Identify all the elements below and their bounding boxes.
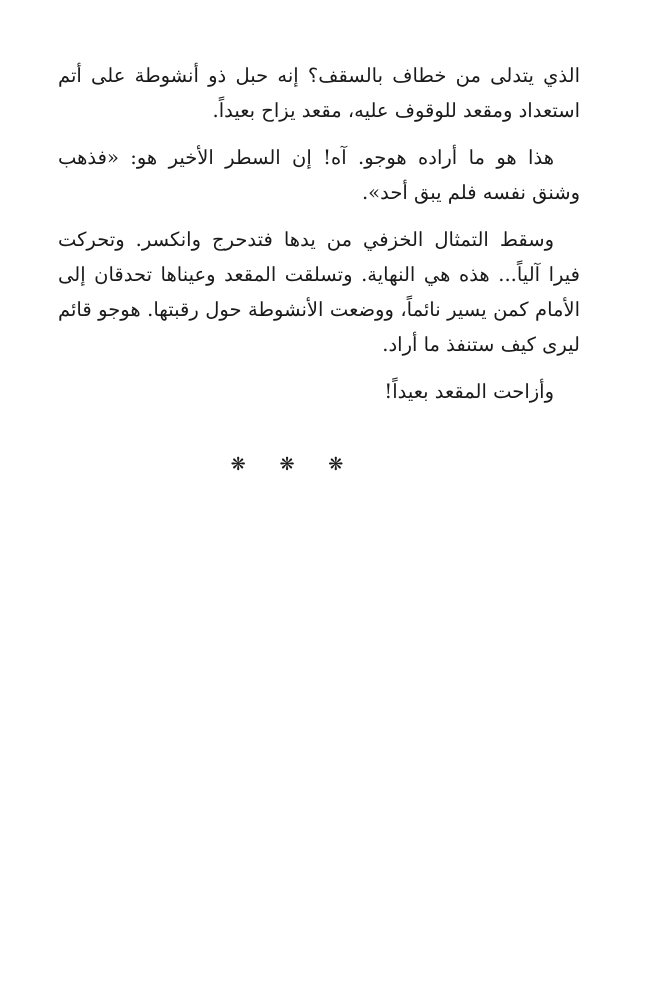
paragraph-1: الذي يتدلى من خطاف بالسقف؟ إنه حبل ذو أنشوطة على أتم استعداد ومقعد للوقوف عليه، مقعد يزاح بعيداً. bbox=[58, 64, 580, 122]
section-break-ornament: ❋ ❋ ❋ bbox=[230, 454, 358, 475]
page-body bbox=[58, 58, 580, 421]
paragraph-2: هذا هو ما أراده هوجو. آه! إن السطر الأخير هو: «فذهب وشنق نفسه فلم يبق أحد». bbox=[58, 146, 580, 204]
paragraph-3: وسقط التمثال الخزفي من يدها فتدحرج وانكسر. وتحركت فيرا آلياً... هذه هي النهاية. وتسلقت المقعد وعيناها تحدقان إلى الأمام كمن يسير نائماً، ووضعت الأنشوطة حول رقبتها. هوجو قائم ليرى كيف ستنفذ ما أراد. bbox=[58, 228, 580, 356]
paragraph-4: وأزاحت المقعد بعيداً! bbox=[384, 380, 554, 403]
